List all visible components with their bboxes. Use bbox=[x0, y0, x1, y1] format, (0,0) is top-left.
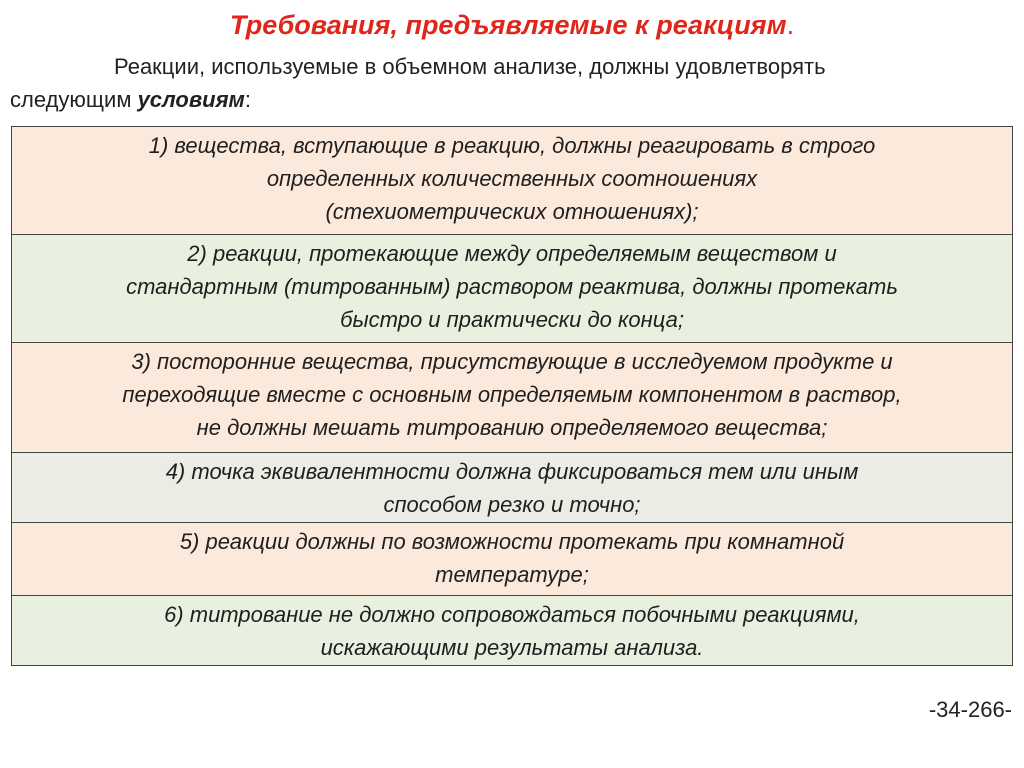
slide-title-text: Требования, предъявляемые к реакциям bbox=[229, 10, 787, 40]
requirement-6-line-2: искажающими результаты анализа. bbox=[320, 635, 704, 660]
requirement-row-6 bbox=[12, 595, 1012, 665]
requirement-4-line-2: способом резко и точно; bbox=[383, 492, 641, 517]
intro-line-2 bbox=[10, 83, 1010, 116]
requirement-2-line-2: стандартным (титрованным) раствором реактива, должны протекать bbox=[126, 274, 898, 299]
intro-line-2-end: : bbox=[244, 87, 251, 112]
requirement-3-line-3: не должны мешать титрованию определяемого вещества; bbox=[196, 415, 828, 440]
requirement-5-line-1: 5) реакции должны по возможности протекать при комнатной bbox=[179, 529, 845, 554]
requirement-row-5 bbox=[12, 522, 1012, 595]
requirement-6-line-1: 6) титрование не должно сопровождаться побочными реакциями, bbox=[164, 602, 860, 627]
requirement-row-2 bbox=[12, 234, 1012, 342]
requirement-3-line-1: 3) посторонние вещества, присутствующие в исследуемом продукте и bbox=[131, 349, 893, 374]
requirement-3-line-2: переходящие вместе с основным определяемым компонентом в раствор, bbox=[122, 382, 902, 407]
requirement-row-1 bbox=[12, 127, 1012, 234]
requirement-row-4 bbox=[12, 452, 1012, 522]
requirement-1-line-1: 1) вещества, вступающие в реакцию, должны реагировать в строго bbox=[148, 133, 876, 158]
intro-emphasis-conditions: условиям bbox=[137, 87, 245, 112]
requirement-4-line-1: 4) точка эквивалентности должна фиксироваться тем или иным bbox=[165, 459, 859, 484]
requirement-5-line-2: температуре; bbox=[435, 562, 589, 587]
requirement-1-line-3: (стехиометрических отношениях); bbox=[325, 199, 699, 224]
slide-title-dot: . bbox=[786, 10, 795, 40]
requirement-row-3 bbox=[12, 342, 1012, 452]
requirement-2-line-1: 2) реакции, протекающие между определяемым веществом и bbox=[187, 241, 837, 266]
intro-line-1 bbox=[10, 50, 1010, 83]
slide-title bbox=[0, 10, 1024, 41]
requirement-1-line-2: определенных количественных соотношениях bbox=[266, 166, 758, 191]
intro-line-1-text: Реакции, используемые в объемном анализе, должны удовлетворять bbox=[114, 54, 826, 79]
intro-line-2-start: следующим bbox=[10, 87, 138, 112]
requirement-2-line-3: быстро и практически до конца; bbox=[340, 307, 684, 332]
page-number: -34-266- bbox=[928, 697, 1012, 722]
intro-text bbox=[10, 50, 1010, 116]
requirements-table bbox=[11, 126, 1013, 666]
